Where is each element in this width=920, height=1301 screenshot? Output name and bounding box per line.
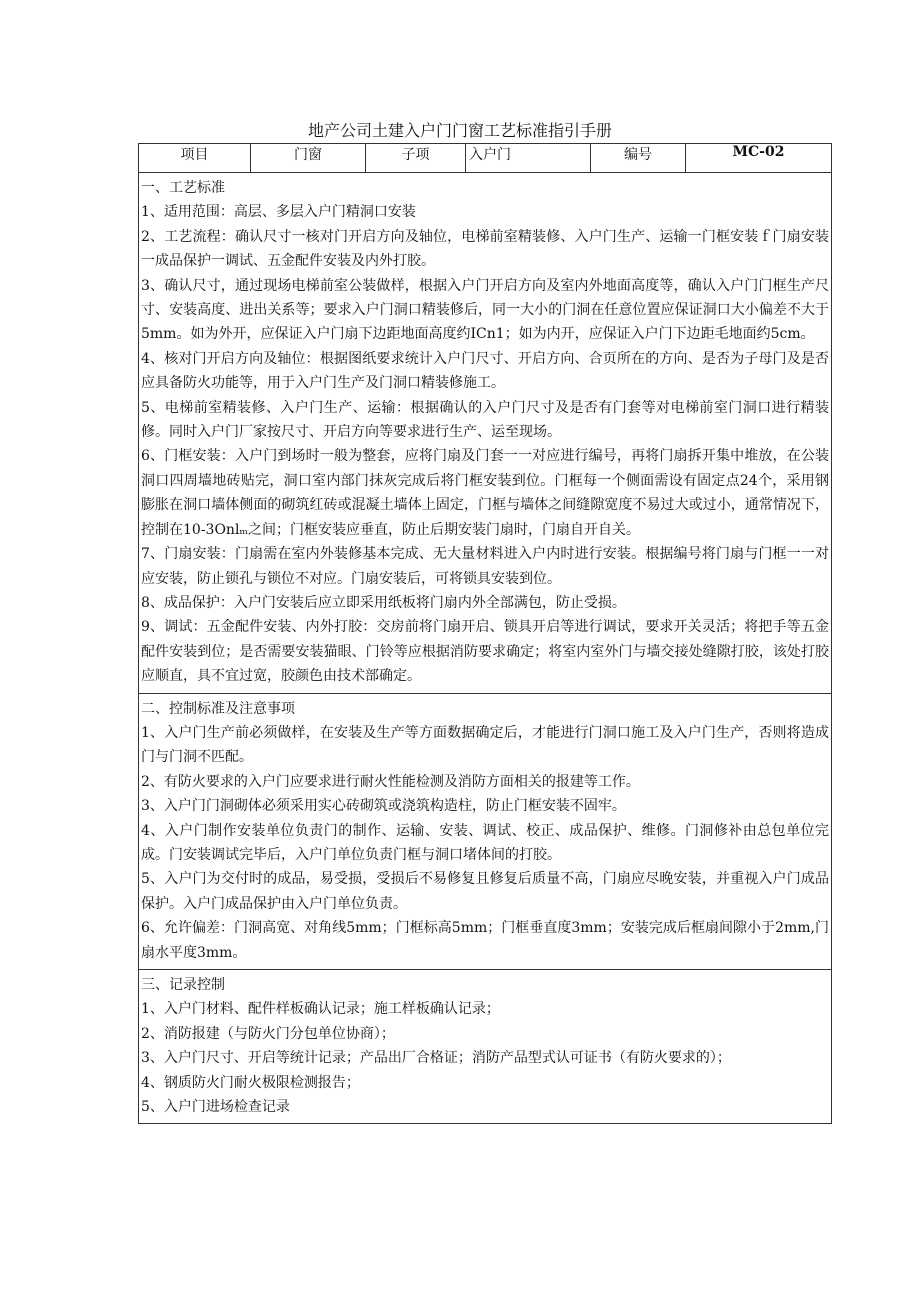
paragraph: 1、入户门材料、配件样板确认记录；施工样板确认记录；	[141, 1001, 500, 1018]
paragraph: 6、允许偏差：门洞高宽、对角线5mm；门框标高5mm；门框垂直度3mm；安装完成后框扇间隙小于2mm,门扇水平度3mm。	[141, 920, 829, 961]
section-row	[139, 970, 832, 1124]
paragraph: 9、调试：五金配件安装、内外打胶：交房前将门扇开启、锁具开启等进行调试，要求开关灵活；将把手等五金配件安装到位；是否需要安装猫眼、门铃等应根据消防要求确定；将室内室外门与墙交接处缝隙打胶，该处打胶应顺直，具不宜过宽，胶颜色由技术部确定。	[141, 619, 829, 685]
code-value: MC-02	[686, 144, 832, 173]
section-heading: 一、工艺标准	[141, 180, 225, 196]
section-row	[139, 173, 832, 694]
header-row	[139, 144, 832, 173]
section-heading: 二、控制标准及注意事项	[141, 700, 295, 717]
paragraph: 5、入户门为交付时的成品，易受损，受损后不易修复且修复后质量不高，门扇应尽晚安装，并重视入户门成品保护。入户门成品保护由入户门单位负责。	[141, 871, 829, 912]
paragraph: 8、成品保护：入户门安装后应立即采用纸板将门扇内外全部满包，防止受损。	[141, 594, 626, 611]
item-value: 门窗	[251, 144, 366, 173]
sub-item-value: 入户门	[466, 144, 591, 173]
paragraph: 7、门扇安装：门扇需在室内外装修基本完成、无大量材料进入户内时进行安装。根据编号将门扇与门框一一对应安装，防止锁孔与锁位不对应。门扇安装后，可将锁具安装到位。	[141, 546, 829, 587]
paragraph: 5、电梯前室精装修、入户门生产、运输：根据确认的入户门尺寸及是否有门套等对电梯前室门洞口进行精装修。同时入户门厂家按尺寸、开启方向等要求进行生产、运至现场。	[141, 399, 829, 441]
code-label: 编号	[591, 144, 686, 173]
sub-item-label: 子项	[366, 144, 466, 173]
paragraph: 4、钢质防火门耐火极限检测报告；	[141, 1074, 360, 1091]
paragraph: 3、确认尺寸，通过现场电梯前室公装做样，根据入户门开启方向及室内外地面高度等，确认入户门门框生产尺寸、安装高度、进出关系等；要求入户门洞口精装修后，同一大小的门洞在任意位置应保证洞口大小偏差不大于5mm。如为外开，应保证入户门扇下边距地面高度约ICn1；如为内开，应保证入户门下边距毛地面约5cm。	[141, 277, 829, 343]
standard-table	[138, 143, 832, 1124]
page-title: 地产公司土建入户门门窗工艺标准指引手册	[307, 121, 612, 140]
section-heading: 三、记录控制	[141, 977, 225, 993]
paragraph: 3、入户门尺寸、开启等统计记录；产品出厂合格证；消防产品型式认可证书（有防火要求的）；	[141, 1050, 731, 1067]
paragraph: 1、适用范围：高层、多层入户门精洞口安装	[141, 204, 416, 221]
paragraph: 4、核对门开启方向及轴位：根据图纸要求统计入户门尺寸、开启方向、合页所在的方向、是否为子母门及是否应具备防火功能等，用于入户门生产及门洞口精装修施工。	[141, 350, 829, 392]
paragraph: 4、入户门制作安装单位负责门的制作、运输、安装、调试、校正、成品保护、维修。门洞修补由总包单位完成。门安装调试完毕后，入户门单位负责门框与洞口堵体间的打胶。	[141, 822, 829, 863]
section-control-standard	[139, 693, 832, 969]
paragraph: 2、工艺流程：确认尺寸一核对门开启方向及轴位，电梯前室精装修、入户门生产、运输一门框安装ｆ门扇安装一成品保护一调试、五金配件安装及内外打胶。	[141, 228, 829, 270]
item-label: 项目	[139, 144, 251, 173]
paragraph: 2、有防火要求的入户门应要求进行耐火性能检测及消防方面相关的报建等工作。	[141, 773, 640, 790]
paragraph: 1、入户门生产前必须做样，在安装及生产等方面数据确定后，才能进行门洞口施工及入户门生产，否则将造成门与门洞不匹配。	[141, 724, 829, 766]
section-process-standard	[139, 173, 832, 694]
paragraph: 5、入户门进场检查记录	[141, 1099, 290, 1116]
paragraph: 3、入户门门洞砌体必须采用实心砖砌筑或浇筑构造柱，防止门框安装不固牢。	[141, 798, 626, 815]
section-row	[139, 693, 832, 969]
section-record-control	[139, 970, 832, 1124]
paragraph: 2、消防报建（与防火门分包单位协商）；	[141, 1025, 395, 1042]
paragraph: 6、门框安装：入户门到场时一般为整套，应将门扇及门套一一对应进行编号，再将门扇拆开集中堆放，在公装洞口四周墙地砖贴完，洞口室内部门抹灰完成后将门框安装到位。门框每一个侧面需设有固定点24个，采用钢膨胀在洞口墙体侧面的砌筑红砖或混凝土墙体上固定，门框与墙体之间缝隙宽度不易过大或过小，通常情况下，控制在10-3Onlₘ之间；门框安装应垂直，防止后期安装门扇时，门扇自开自关。	[141, 448, 829, 538]
